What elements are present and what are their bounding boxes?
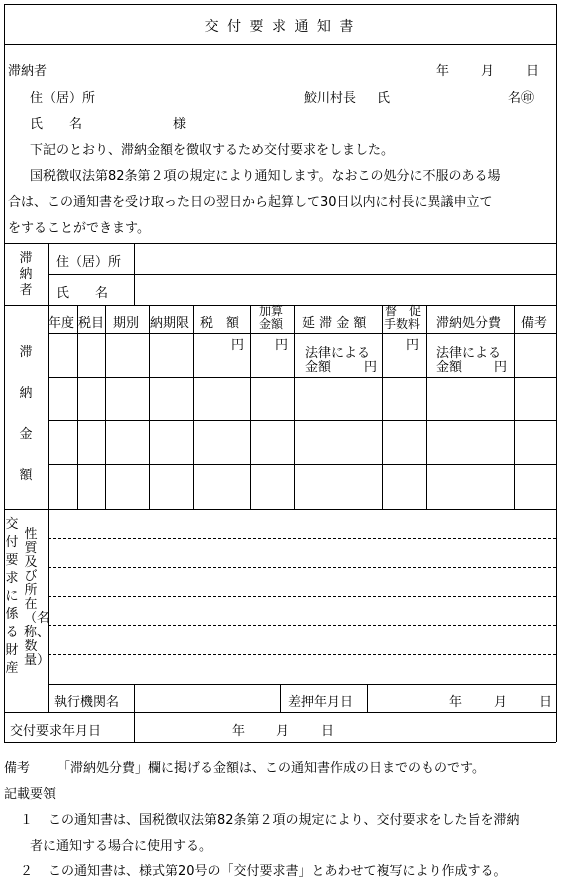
col-additional-line1: 加算 [259,304,284,318]
unit-yen-dunning: 円 [406,338,420,353]
col-additional-line2: 金額 [259,317,284,331]
unit-yen-fee: 円 [494,360,508,375]
col-delinquency-tax: 延 滞 金 額 [302,316,367,331]
request-month: 月 [276,724,290,739]
remark-text: 「滞納処分費」欄に掲げる金額は、この通知書作成の日までのものです。 [57,761,485,776]
instruction-2-text: この通知書は、様式第20号の「交付要求書」とあわせて複写により作成する。 [48,864,507,879]
col-dunning-line1: 督 促 [385,304,422,318]
date-day: 日 [526,64,540,79]
instruction-1-line1: この通知書は、国税徴収法第82条第２項の規定により、交付要求をした旨を滞納 [48,813,520,828]
unit-yen-tax: 円 [231,338,245,353]
seizure-date-label: 差押年月日 [288,695,354,710]
seizure-year: 年 [449,695,463,710]
request-date-label: 交付要求年月日 [10,724,102,739]
name-label: 氏 名 [30,117,83,132]
unit-yen-delinquency: 円 [364,360,378,375]
date-year: 年 [436,64,450,79]
issuer-title: 氏 [377,91,391,106]
date-month: 月 [481,64,495,79]
col-due-date: 納期限 [150,316,190,331]
instruction-2-number: ２ [20,864,34,879]
seizure-day: 日 [539,695,553,710]
taxpayer-side-label: 滞納者 [19,251,33,298]
col-dunning-line2: 手数料 [384,317,421,331]
col-disposition-fee: 滞納処分費 [436,316,502,331]
unit-yen-additional: 円 [275,338,289,353]
honorific: 様 [173,117,187,132]
property-label-outer: 交付要求に係る財産 [5,517,19,676]
body-line-4: をすることができます。 [8,221,150,236]
property-label-inner: 性質及び所在（名称、数量） [24,527,51,668]
legal-amount-line2: 金額 [305,360,332,375]
instructions-label: 記載要領 [4,787,57,802]
col-tax-amount: 税 額 [200,316,240,331]
execution-agency-label: 執行機関名 [54,695,120,710]
taxpayer-address-label: 住（居）所 [56,255,122,270]
amount-side-label: 滞納金額 [19,345,33,483]
instruction-1-line2: 者に通知する場合に使用する。 [30,839,213,854]
body-line-1: 下記のとおり、滞納金額を徴収するため交付要求をしました。 [30,143,395,158]
request-day: 日 [321,724,335,739]
request-year: 年 [232,724,246,739]
seal-mark: 名㊞ [508,91,535,106]
remark-label: 備考 [4,761,31,776]
body-line-2: 国税徴収法第82条第２項の規定により通知します。なおこの処分に不服のある場 [30,169,501,184]
col-tax-item: 税目 [78,316,105,331]
taxpayer-label: 滞納者 [8,64,48,79]
col-period: 期別 [113,316,140,331]
legal-amount-line1: 法律による [305,346,371,361]
seizure-month: 月 [494,695,508,710]
instruction-1-number: １ [20,813,34,828]
body-line-3: 合は、この通知書を受け取った日の翌日から起算して30日以内に村長に異議申立て [8,195,493,210]
taxpayer-name-label: 氏 名 [56,286,109,301]
col-fiscal-year: 年度 [48,316,75,331]
document-title: 交 付 要 求 通 知 書 [204,19,356,35]
address-label: 住（居）所 [30,91,96,106]
col-remarks: 備考 [521,316,548,331]
legal-amount-fee-line2: 金額 [436,360,463,375]
issuer-name: 鮫川村長 [304,91,357,106]
legal-amount-fee-line1: 法律による [436,346,502,361]
